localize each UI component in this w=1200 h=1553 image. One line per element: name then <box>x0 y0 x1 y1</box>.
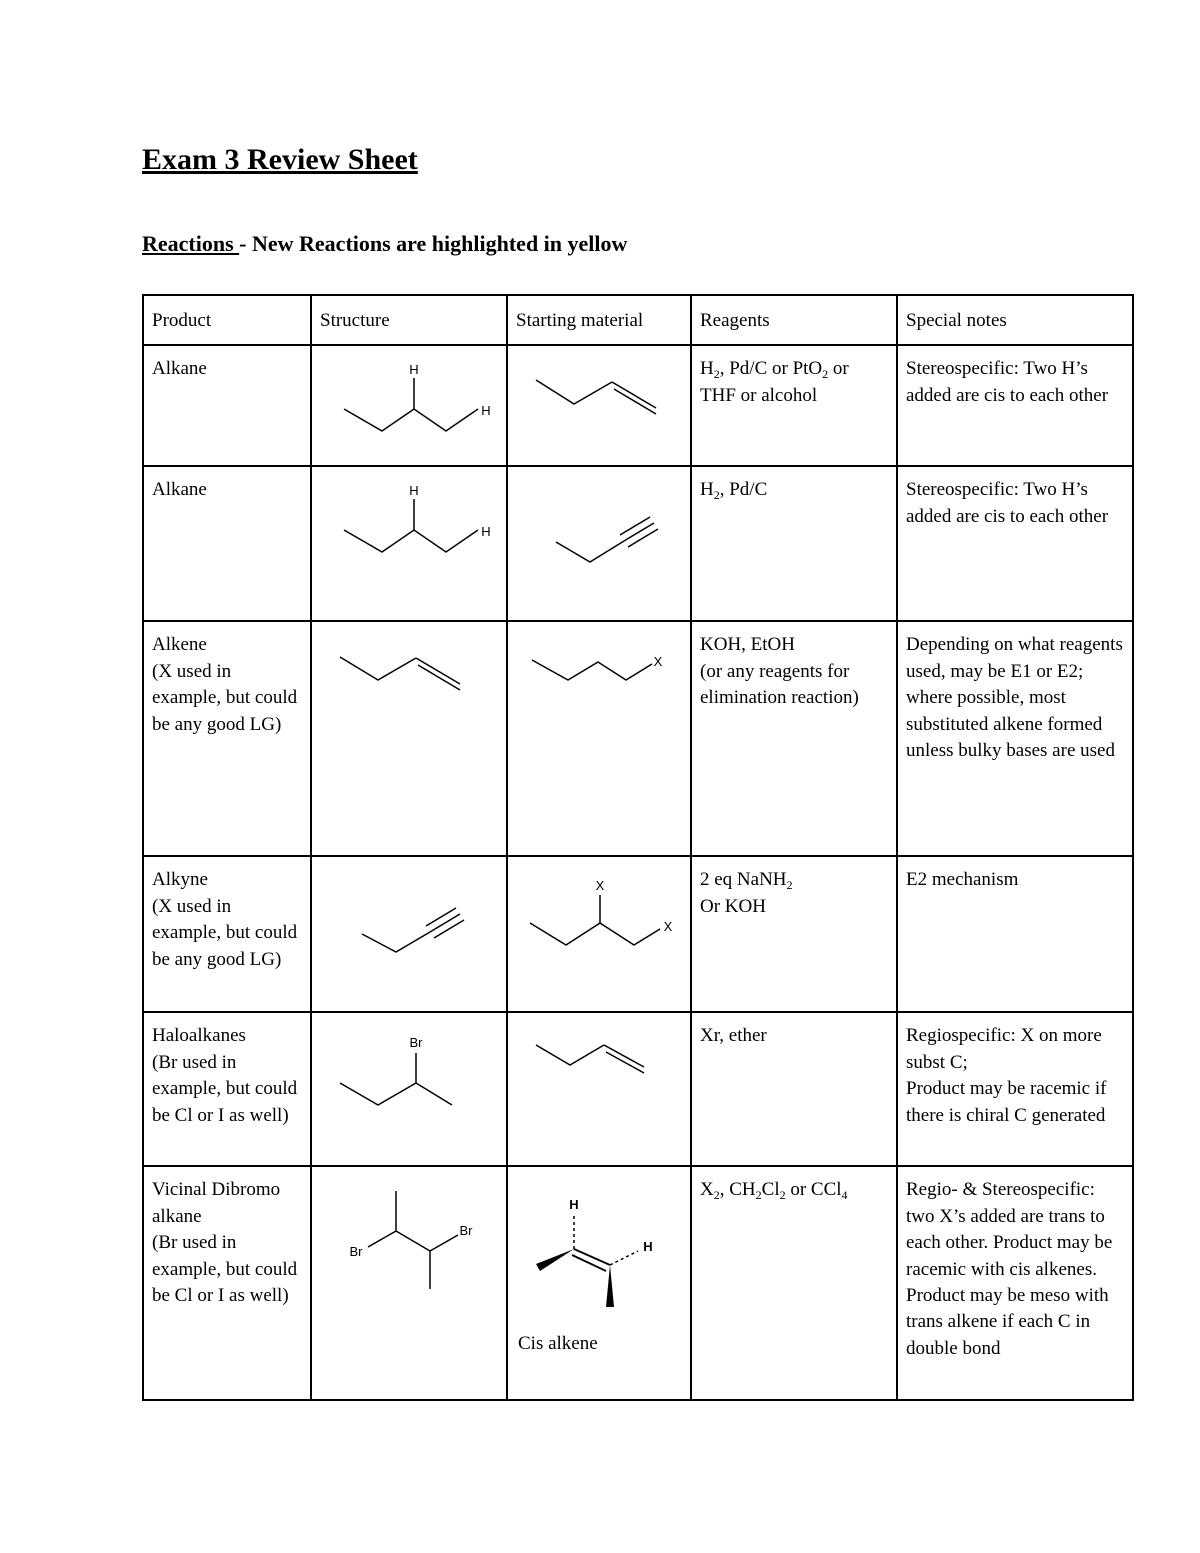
reagent-text: Or KOH <box>700 895 766 917</box>
starting-material-cell <box>507 856 691 1012</box>
hydrogen-label: H <box>643 1239 653 1255</box>
starting-material-caption: Cis alkene <box>518 1333 598 1354</box>
reagent-subscript: 4 <box>841 1188 848 1203</box>
structure-cell <box>311 1012 507 1166</box>
section-heading-label: Reactions <box>142 231 240 256</box>
special-notes-cell: Depending on what reagents used, may be E1 or E2; where possible, most substituted alkene formed unless bulky bases are used <box>897 621 1133 856</box>
product-cell: Alkyne (X used in example, but could be any good LG) <box>143 856 311 1012</box>
bromine-label: Br <box>349 1244 363 1260</box>
starting-material-cell <box>507 621 691 856</box>
leaving-group-label: X <box>663 919 673 935</box>
table-row <box>143 345 1133 466</box>
structure-cell <box>311 1166 507 1400</box>
reagent-text: Cl <box>761 1179 780 1201</box>
hydrogen-label: H <box>481 403 491 419</box>
alkane-structure-diagram <box>312 467 508 622</box>
bromoalkane-structure-diagram <box>312 1013 508 1167</box>
hydrogen-label: H <box>481 524 491 540</box>
dibromoalkane-structure-diagram <box>312 1167 508 1401</box>
reagent-text: , CH <box>719 1179 756 1201</box>
reactions-table <box>142 294 1134 1401</box>
hydrogen-label: H <box>409 483 419 499</box>
special-notes-cell: Regiospecific: X on more subst C; Product may be racemic if there is chiral C generated <box>897 1012 1133 1166</box>
product-cell: Alkene (X used in example, but could be any good LG) <box>143 621 311 856</box>
table-row <box>143 1012 1133 1166</box>
reagent-subscript: 2 <box>779 1188 786 1203</box>
reagents-cell: KOH, EtOH (or any reagents for elimination reaction) <box>691 621 897 856</box>
alkene-structure-diagram <box>312 622 508 857</box>
column-header-reagents: Reagents <box>691 295 897 345</box>
reagents-cell <box>691 345 897 466</box>
hydrogen-label: H <box>569 1197 579 1213</box>
product-cell: Haloalkanes (Br used in example, but could be Cl or I as well) <box>143 1012 311 1166</box>
alkene-starting-diagram <box>508 346 692 467</box>
alkyne-starting-diagram <box>508 467 692 622</box>
reagent-subscript: 2 <box>713 1188 720 1203</box>
reagent-subscript: 2 <box>786 878 793 893</box>
column-header-structure: Structure <box>311 295 507 345</box>
reagents-cell <box>691 1166 897 1400</box>
special-notes-cell: Stereospecific: Two H’s added are cis to each other <box>897 466 1133 621</box>
reagent-text: 2 eq NaNH <box>700 869 787 891</box>
dihaloalkane-starting-diagram <box>508 857 692 1013</box>
table-row <box>143 856 1133 1012</box>
reagent-subscript: 2 <box>755 1188 762 1203</box>
reagent-subscript: 2 <box>713 367 720 382</box>
leaving-group-label: X <box>595 878 605 894</box>
product-cell: Alkane <box>143 466 311 621</box>
reagent-text: or CCl <box>785 1179 842 1201</box>
reagent-text: H <box>700 358 714 380</box>
reagent-text: X <box>700 1179 714 1201</box>
starting-material-cell <box>507 1166 691 1400</box>
reagent-text: , Pd/C or PtO <box>719 358 823 380</box>
special-notes-cell: Regio- & Stereospecific: two X’s added are trans to each other. Product may be racemic with cis alkenes. Product may be meso with trans alkene if each C in double bond <box>897 1166 1133 1400</box>
column-header-starting-material: Starting material <box>507 295 691 345</box>
starting-material-cell <box>507 345 691 466</box>
starting-material-cell <box>507 466 691 621</box>
page-title: Exam 3 Review Sheet <box>142 143 418 176</box>
bromine-label: Br <box>409 1035 423 1051</box>
leaving-group-label: X <box>653 654 663 670</box>
bromine-label: Br <box>459 1223 473 1239</box>
reagents-cell: Xr, ether <box>691 1012 897 1166</box>
reagent-text: H <box>700 479 714 501</box>
special-notes-cell: Stereospecific: Two H’s added are cis to each other <box>897 345 1133 466</box>
product-cell: Vicinal Dibromo alkane (Br used in example, but could be Cl or I as well) <box>143 1166 311 1400</box>
column-header-special-notes: Special notes <box>897 295 1133 345</box>
table-row <box>143 466 1133 621</box>
column-header-product: Product <box>143 295 311 345</box>
structure-cell <box>311 345 507 466</box>
reagent-subscript: 2 <box>713 488 720 503</box>
alkene-starting-diagram <box>508 1013 692 1167</box>
reagent-subscript: 2 <box>822 367 829 382</box>
structure-cell <box>311 466 507 621</box>
structure-cell <box>311 621 507 856</box>
section-heading-subtitle: - New Reactions are highlighted in yellow <box>239 231 628 256</box>
structure-cell <box>311 856 507 1012</box>
reagent-text: or THF or alcohol <box>700 358 849 406</box>
reagents-cell <box>691 466 897 621</box>
product-cell: Alkane <box>143 345 311 466</box>
table-row <box>143 621 1133 856</box>
table-header-row <box>143 295 1133 345</box>
hydrogen-label: H <box>409 362 419 378</box>
section-heading <box>142 228 627 260</box>
cis-alkene-wedge-diagram <box>508 1167 692 1401</box>
reagent-text: , Pd/C <box>719 479 768 501</box>
haloalkane-starting-diagram <box>508 622 692 857</box>
reagents-cell <box>691 856 897 1012</box>
special-notes-cell: E2 mechanism <box>897 856 1133 1012</box>
table-row <box>143 1166 1133 1400</box>
alkane-structure-diagram <box>312 346 508 467</box>
starting-material-cell <box>507 1012 691 1166</box>
alkyne-structure-diagram <box>312 857 508 1013</box>
